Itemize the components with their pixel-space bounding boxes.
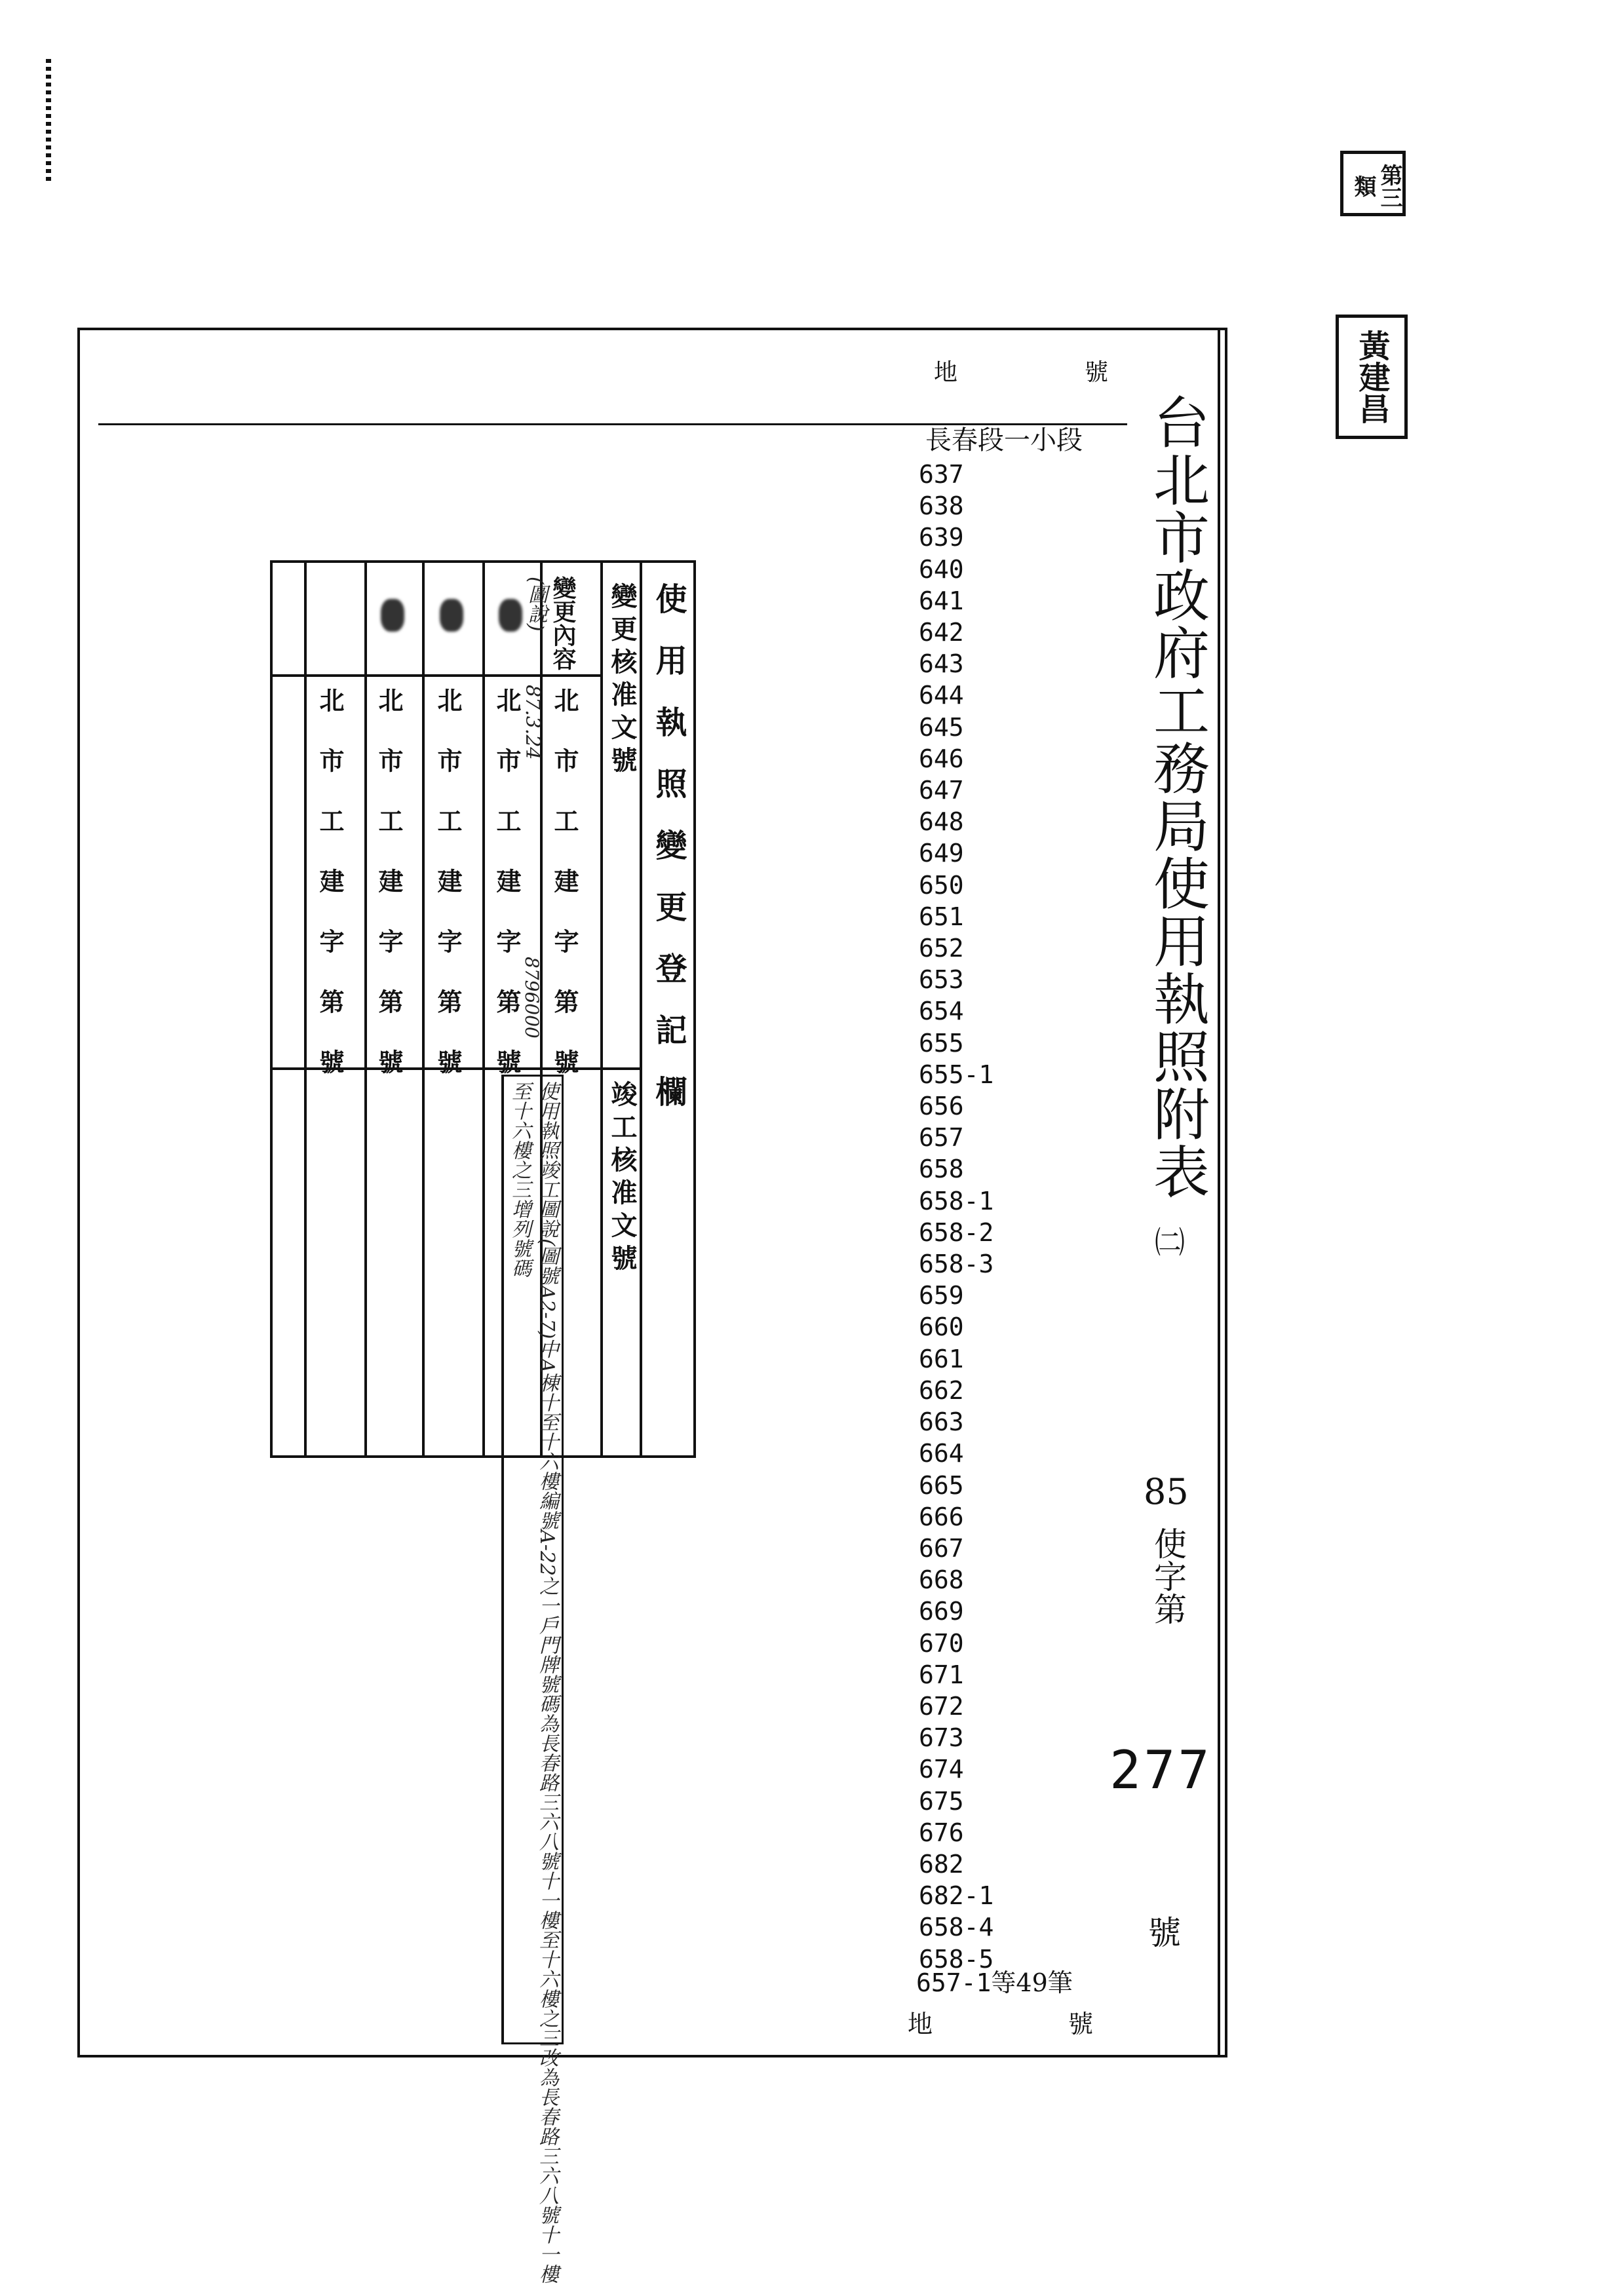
table-row-line <box>273 674 600 677</box>
land-number: 675 <box>919 1786 964 1816</box>
land-number: 674 <box>919 1755 964 1784</box>
land-number: 682-1 <box>919 1881 994 1911</box>
land-number-list <box>919 459 1115 1975</box>
land-number: 647 <box>919 776 964 805</box>
land-number: 639 <box>919 523 964 552</box>
land-number: 669 <box>919 1597 964 1626</box>
table-col-line <box>482 563 485 1455</box>
land-number: 645 <box>919 712 964 742</box>
document-title: 台北市政府工務局使用執照附表 <box>1144 393 1209 1200</box>
land-number: 670 <box>919 1628 964 1658</box>
table-title: 使用執照變更登記欄 <box>650 583 687 1137</box>
land-number: 646 <box>919 744 964 773</box>
permit-number: 277 <box>1109 1740 1212 1801</box>
approval-text: 北市工建字第號 <box>433 687 463 1109</box>
change-registration-table <box>270 560 696 1458</box>
land-number: 671 <box>919 1660 964 1689</box>
permit-word: 使字第 <box>1149 1527 1187 1625</box>
land-number: 668 <box>919 1565 964 1595</box>
land-number: 662 <box>919 1375 964 1405</box>
land-number: 644 <box>919 681 964 710</box>
land-number: 651 <box>919 902 964 931</box>
footer-number-label: 號 <box>1068 2010 1094 2038</box>
land-number: 682 <box>919 1849 964 1879</box>
land-number: 650 <box>919 870 964 900</box>
completion-approval-label: 竣工核准文號 <box>607 1081 638 1277</box>
land-number: 655-1 <box>919 1060 994 1089</box>
seal-blot <box>440 599 463 632</box>
seal-blot <box>381 599 404 632</box>
row-label: 變更內容 <box>549 576 577 670</box>
permit-year: 85 <box>1144 1471 1189 1512</box>
approval-text: 北市工建字第號 <box>315 687 345 1109</box>
category-stamp: 第三類 <box>1340 151 1406 216</box>
land-number: 676 <box>919 1818 964 1847</box>
handwritten-date: 87.3.24 <box>521 685 544 760</box>
land-number: 657 <box>919 1123 964 1153</box>
permit-hao: 號 <box>1148 1914 1181 1952</box>
title-sub: ㈡ <box>1155 1225 1185 1260</box>
handwritten-code: (圖說) <box>524 577 547 632</box>
land-number: 658 <box>919 1155 964 1184</box>
footer-land-label: 地 <box>908 2010 933 2038</box>
table-col-line <box>364 563 367 1455</box>
land-number: 655 <box>919 1028 964 1058</box>
land-number: 649 <box>919 839 964 868</box>
table-col-line <box>600 563 603 1455</box>
land-number: 666 <box>919 1502 964 1531</box>
header-number-label: 號 <box>1085 359 1109 386</box>
approval-text: 北市工建字第號 <box>550 687 579 1109</box>
land-number: 648 <box>919 807 964 837</box>
land-section: 長春段一小段 <box>925 425 1083 455</box>
land-number: 673 <box>919 1723 964 1753</box>
land-number: 658-5 <box>919 1944 994 1974</box>
land-number: 660 <box>919 1312 964 1342</box>
approval-text: 北市工建字第號 <box>492 687 522 1109</box>
land-number: 652 <box>919 934 964 963</box>
land-number: 641 <box>919 586 964 615</box>
land-number: 658-3 <box>919 1250 994 1279</box>
name-stamp: 黃建昌 <box>1336 315 1408 439</box>
land-total-note: 等49筆 <box>991 1968 1073 1997</box>
table-col-line <box>304 563 307 1455</box>
land-last-entry <box>916 1962 1073 1999</box>
land-last-number: 657-1 <box>916 1968 992 1997</box>
land-number: 637 <box>919 460 964 489</box>
land-number: 664 <box>919 1439 964 1468</box>
land-number: 659 <box>919 1281 964 1311</box>
land-number: 642 <box>919 618 964 647</box>
land-number: 665 <box>919 1470 964 1500</box>
approval-text: 北市工建字第號 <box>374 687 404 1109</box>
handwritten-memo: 使用執照竣工圖說(圖號A2-7)中A棟十至十六樓編號A-22之一戶門牌號碼為長春路三六八號十一樓至十六樓之三改為長春路三六八號十一樓至十六樓之三增列號碼 <box>508 1081 558 2284</box>
land-number: 658-1 <box>919 1186 994 1215</box>
land-number: 658-2 <box>919 1217 994 1247</box>
land-number: 643 <box>919 649 964 679</box>
land-number: 638 <box>919 491 964 521</box>
table-col-line <box>422 563 425 1455</box>
land-number: 667 <box>919 1533 964 1563</box>
handwritten-doc-number: 8796000 <box>521 957 543 1039</box>
land-number: 640 <box>919 554 964 584</box>
header-land-label: 地 <box>934 359 958 386</box>
binding-mark <box>46 59 51 183</box>
land-number: 656 <box>919 1092 964 1121</box>
title-column-border <box>1218 328 1220 2057</box>
change-approval-label: 變更核准文號 <box>607 583 638 779</box>
land-number: 672 <box>919 1691 964 1721</box>
land-number: 661 <box>919 1344 964 1373</box>
land-number: 653 <box>919 965 964 995</box>
land-number: 654 <box>919 997 964 1026</box>
land-number: 663 <box>919 1407 964 1437</box>
seal-blot <box>499 599 522 632</box>
land-number: 658-4 <box>919 1913 994 1942</box>
